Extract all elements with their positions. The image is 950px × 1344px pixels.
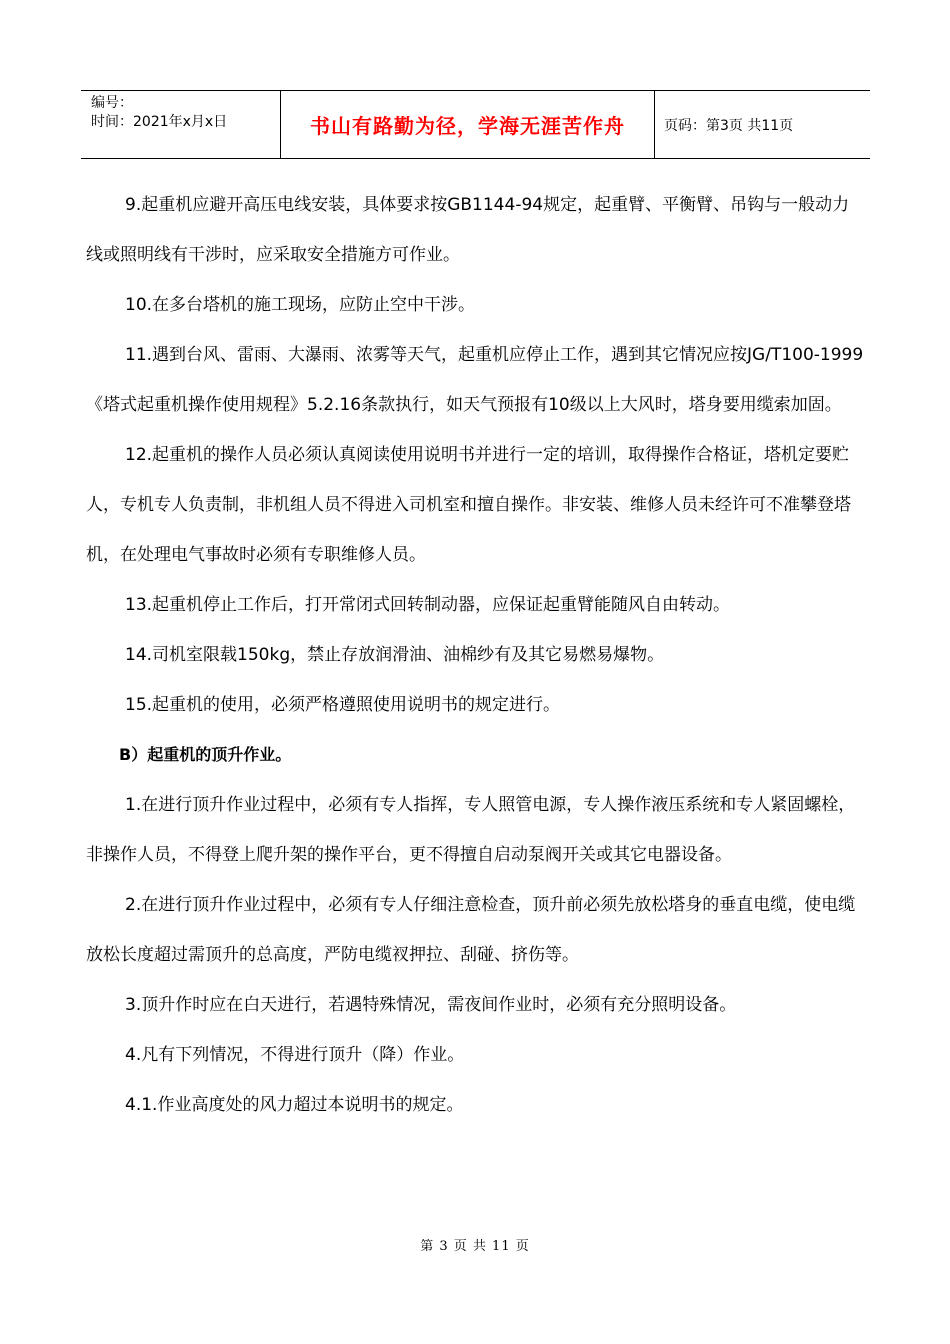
document-body: [86, 180, 866, 1130]
header-info-cell: [81, 91, 281, 158]
paragraph-item-11: 11.遇到台风、雷雨、大瀑雨、浓雾等天气，起重机应停止工作，遇到其它情况应按JG/T100-1999《塔式起重机操作使用规程》5.2.16条款执行，如天气预报有10级以上大风时，塔身要用缆索加固。: [86, 345, 864, 415]
paragraph-item-9: 9.起重机应避开高压电线安装，具体要求按GB1144-94规定，起重臂、平衡臂、吊钩与一般动力线或照明线有干涉时，应采取安全措施方可作业。: [86, 195, 850, 265]
page-header: [81, 90, 870, 159]
header-page-cell: [655, 91, 870, 158]
header-motto-cell: [281, 91, 655, 158]
paragraph-b-item-1: 1.在进行顶升作业过程中，必须有专人指挥，专人照管电源，专人操作液压系统和专人紧固螺栓，非操作人员，不得登上爬升架的操作平台，更不得擅自启动泵阀开关或其它电器设备。: [86, 795, 856, 865]
paragraph-item-10: 10.在多台塔机的施工现场，应防止空中干涉。: [125, 295, 476, 315]
page-footer: 第 3 页 共 11 页: [420, 1239, 530, 1254]
section-b-heading: B）起重机的顶升作业。: [119, 745, 292, 764]
document-number-label: 编号：: [91, 95, 133, 111]
paragraph-b-item-2: 2.在进行顶升作业过程中，必须有专人仔细注意检查，顶升前必须先放松塔身的垂直电缆，使电缆放松长度超过需顶升的总高度，严防电缆衩押拉、刮碰、挤伤等。: [86, 895, 856, 965]
header-page-code: 页码：第3页 共11页: [664, 117, 794, 134]
paragraph-item-12: 12.起重机的操作人员必须认真阅读使用说明书并进行一定的培训，取得操作合格证，塔机定要贮人，专机专人负责制，非机组人员不得进入司机室和擅自操作。非安装、维修人员未经许可不准攀登塔机，在处理电气事故时必须有专职维修人员。: [86, 445, 851, 565]
paragraph-b-item-4-1: 4.1.作业高度处的风力超过本说明书的规定。: [125, 1095, 464, 1115]
paragraph-item-15: 15.起重机的使用，必须严格遵照使用说明书的规定进行。: [125, 695, 561, 715]
paragraph-item-13: 13.起重机停止工作后，打开常闭式回转制动器，应保证起重臂能随风自由转动。: [125, 595, 731, 615]
paragraph-item-14: 14.司机室限载150kg，禁止存放润滑油、油棉纱有及其它易燃易爆物。: [125, 645, 665, 665]
document-time-label: 时间：2021年x月x日: [91, 114, 228, 130]
paragraph-b-item-3: 3.顶升作时应在白天进行，若遇特殊情况，需夜间作业时，必须有充分照明设备。: [125, 995, 737, 1015]
paragraph-b-item-4: 4.凡有下列情况，不得进行顶升（降）作业。: [125, 1045, 465, 1065]
header-motto: 书山有路勤为径，学海无涯苦作舟: [310, 114, 625, 138]
